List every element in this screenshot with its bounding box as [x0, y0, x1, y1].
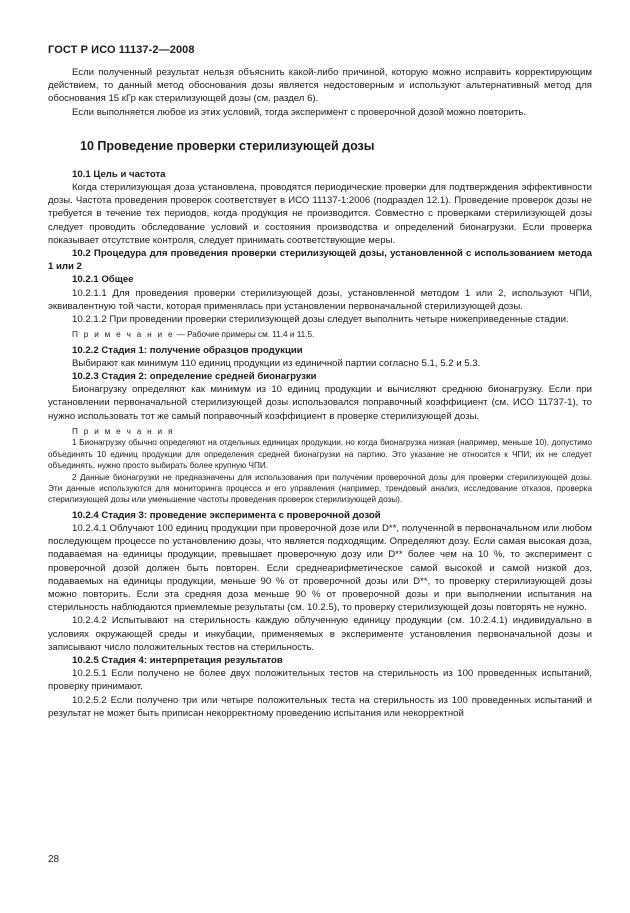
paragraph: 10.2.4.1 Облучают 100 единиц продукции при проверочной дозе или D**, полученной в первоначальном или любом последующем процессе по установлению дозы, что является подходящим. Определяют дозу. Если самая высокая доза, подаваемая на единицы продукции, превышает проверочную дозу или D** более чем на 10 %, то эксперимент с проверочной дозой должен быть повторен. Если среднеарифметическое самой высокой и самой низкой доз, подаваемых на единицы продукции, меньше 90 % от проверочной дозы или D**, то проверку стерилизующей дозы можно повторить. Если эта средняя доза меньше 90 % от проверочной дозы и при выполнении испытания на стерильность наблюдаются приемлемые результаты (см. 10.2.5), то проверку стерилизующей дозы повторять не нужно.	[48, 522, 592, 614]
subsection-heading: 10.2.4 Стадия 3: проведение эксперимента с проверочной дозой	[72, 509, 381, 521]
paragraph: Бионагрузку определяют как минимум из 10 единиц продукции и вычисляют среднюю бионагрузку. Если при установлении первоначальной стерилизующей дозы использовался поправочный коэффициент (см. ИСО 11737-1), то нужно использовать тот же самый поправочный коэффициент в проверке стерилизующей дозы.	[48, 384, 592, 422]
page-number: 28	[48, 854, 60, 865]
paragraph: 10.2.1.1 Для проведения проверки стерилизующей дозы, установленной методом 1 или 2, используют ЧПИ, эквивалентную той части, которая применялась при установлении первоначальной стерилизующей дозы.	[48, 287, 592, 312]
note-text: — Рабочие примеры см. 11.4 и 11.5.	[174, 330, 315, 340]
notes-label: П р и м е ч а н и я	[72, 426, 175, 436]
note-label: П р и м е ч а н и е	[72, 330, 175, 340]
subsection-heading: 10.2.5 Стадия 4: интерпретация результатов	[72, 654, 283, 666]
subsection-heading: 10.1 Цель и частота	[72, 168, 166, 180]
subsection-heading: 10.2.2 Стадия 1: получение образцов продукции	[72, 344, 303, 356]
document-header: ГОСТ Р ИСО 11137-2—2008	[48, 44, 195, 56]
note-item: 1 Бионагрузку обычно определяют на отдельных единицах продукции, но когда бионагрузка низкая (например, меньше 10), допустимо объединять 10 единиц продукции для определения средней бионагрузки на партию. Это указание не относится к ЧПИ; их не следует объединять, нужно просто выбирать более крупную ЧПИ.	[48, 438, 592, 471]
note-item: 2 Данные бионагрузки не предназначены для использования при получении проверочной дозы для проверки стерилизующей дозы. Эти данные используются для мониторинга процесса и его управления (например, трендовый анализ, исследование отказов, проверка стерилизующей дозы или уменьшение частоты проведения проверок стерилизующей дозы).	[48, 472, 592, 505]
subsection-heading: 10.2 Процедура для проведения проверки стерилизующей дозы, установленной с использованием метода 1 или 2	[48, 248, 592, 273]
paragraph: 10.2.1.2 При проведении проверки стерилизующей дозы следует выполнить четыре нижеприведенные стадии.	[72, 314, 569, 326]
note	[48, 329, 592, 340]
paragraph: 10.2.5.1 Если получено не более двух положительных тестов на стерильность из 100 проведенных испытаний, проверку принимают.	[48, 668, 592, 693]
paragraph: 10.2.4.2 Испытывают на стерильность каждую облученную единицу продукции (см. 10.2.4.1) индивидуально в условиях окружающей среды и инкубации, применяемых в эксперименте установления первоначальной дозы и записывают число положительных тестов на стерильность.	[48, 615, 592, 653]
paragraph: Выбирают как минимум 110 единиц продукции из единичной партии согласно 5.1, 5.2 и 5.3.	[72, 357, 481, 369]
paragraph: Если полученный результат нельзя объяснить какой-либо причиной, которую можно исправить корректирующим действием, то данный метод обоснования дозы является недостоверным и используют альтернативный метод для обоснования 15 кГр как стерилизующей дозы (см. раздел 6).	[48, 67, 592, 105]
subsection-heading: 10.2.3 Стадия 2: определение средней бионагрузки	[72, 371, 317, 383]
document-body	[48, 66, 592, 720]
paragraph: 10.2.5.2 Если получено три или четыре положительных теста на стерильность из 100 проведенных испытаний и результат не может быть приписан некорректному проведению испытания или некорректной	[48, 694, 592, 719]
paragraph: Если выполняется любое из этих условий, тогда эксперимент с проверочной дозой можно повторить.	[72, 106, 527, 118]
section-heading: 10 Проведение проверки стерилизующей дозы	[80, 138, 375, 153]
paragraph: Когда стерилизующая доза установлена, проводятся периодические проверки для подтверждения эффективности дозы. Частота проведения проверок соответствует в ИСО 11137-1:2006 (подраздел 12.1). Проведение проверок дозы не требуется в течение тех периодов, когда продукция не производится. Совместно с проверками стерилизующей дозы следует проводить обследование условий и состояния производства и определений бионагрузки. Если проверка показывает отсутствие контроля, следует принимать соответствующие меры.	[48, 182, 592, 246]
subsection-heading: 10.2.1 Общее	[72, 274, 134, 286]
